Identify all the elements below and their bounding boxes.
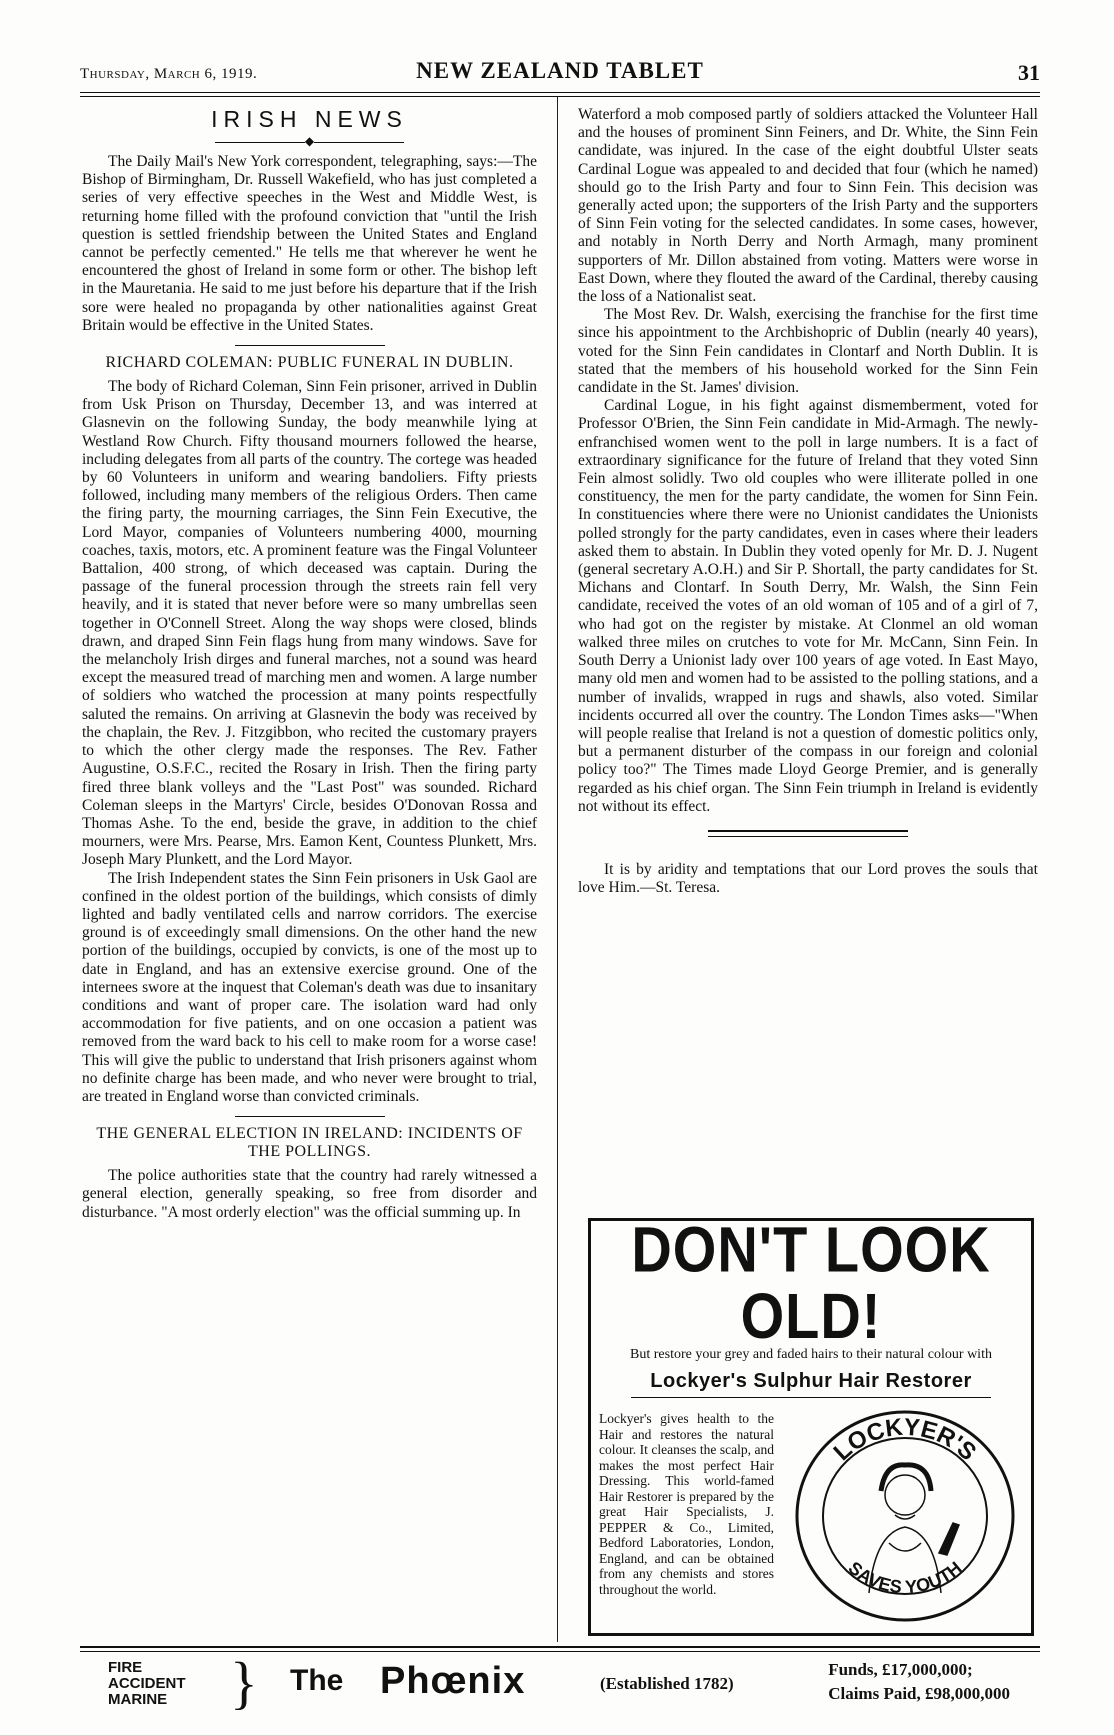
issue-date: Thursday, March 6, 1919. — [80, 66, 258, 82]
advert-body: Lockyer's gives health to the Hair and restores the natural colour. It cleanses the scalp, and makes the most perfect Hair Dressing. This world-famed Hair Restorer is prepared by the great Hair Specialists, J. PEPPER & Co., Limited, Bedford Laboratories, London, England, and can be obtained from any chemists and stores throughout the world. — [599, 1411, 774, 1597]
curly-brace: } — [230, 1650, 258, 1715]
svg-text:LOCKYER'S — [829, 1414, 982, 1467]
emblem-bottom-text: SAVES YOUTH — [844, 1557, 966, 1598]
quotation: It is by aridity and temptations that our Lord proves the souls that love Him.—St. Teresa. — [578, 860, 1038, 897]
product-rule — [631, 1397, 991, 1398]
article-paragraph: Cardinal Logue, in his fight against dismemberment, voted for Professor O'Brien, the Sinn Fein candidate in Mid-Armagh. The newly-enfranchised women went to the poll in large numbers. It is a fact of extraordinary significance for the future of Ireland that they voted Sinn Fein almost solidly. Two old couples who were illiterate polled in one constituency, the men for the party candidate, the women for Sinn Fein. In constituencies where there were no Unionist candidates the Unionists polled strongly for the party candidates, even in cases where their leaders asked them to abstain. In Dublin they voted openly for Mr. D. J. Nugent (general secretary A.O.H.) and Sir P. Shortall, the party candidates for St. Michans and Clontarf. In South Derry, Mr. Walsh, the Sinn Fein candidate, received the votes of an old woman of 105 and of a girl of 7, who had got on the register by mistake. At Clonmel an old woman walked three miles on crutches to vote for Mr. McCann, Sinn Fein. In South Derry a Unionist lady over 100 years of age voted. In East Mayo, many old men and women had to be assisted to the polling stations, and a number of invalids, wrapped in rugs and shawls, also voted. Similar incidents occurred all over the country. The London Times asks—"When will people realise that Ireland is not a question of domestic politics only, but a permanent disturber of the compass in our foreign and colonial policy too?" The Times made Lloyd George Premier, and is generally regarded as his chief organ. The Sinn Fein triumph in Ireland is evidently not without its effect. — [578, 397, 1038, 815]
section-title: IRISH NEWS — [211, 106, 408, 132]
advert-subline: But restore your grey and faded hairs to their natural colour with — [630, 1347, 992, 1362]
advert-headline: DON'T LOOK OLD! — [631, 1212, 991, 1352]
phoenix-the: The — [290, 1664, 344, 1697]
article-paragraph: The body of Richard Coleman, Sinn Fein prisoner, arrived in Dublin from Usk Prison on Thursday, December 13, and was interred at Glasnevin on the following Sunday, the body meanwhile lying at Westland Row Church. Fifty thousand mourners followed the hearse, including delegates from all parts of the country. The cortege was headed by 60 Volunteers in uniform and wearing bandoliers. Fifty priests followed, including many members of the religious Orders. Then came the firing party, the mourning carriages, the Sinn Fein Executive, the Lord Mayor, companies of Volunteers numbering 4000, mourning coaches, taxis, motors, etc. A prominent feature was the Fingal Volunteer Battalion, 400 strong, of which deceased was captain. During the passage of the funeral procession through the streets rain fell very heavily, and it is stated that never before were so many umbrellas seen together in O'Connell Street. Along the way shops were closed, blinds drawn, and draped Sinn Fein flags hung from many windows. Save for the melancholy Irish dirges and funeral marches, not a sound was heard except the measured tread of marching men and women. A large number of soldiers who watched the procession at many points respectfully saluted the remains. On arriving at Glasnevin the body was received by the chaplain, the Rev. J. Fitzgibbon, who recited the customary prayers to which the other clergy made the responses. The Rev. Father Augustine, O.S.F.C., recited the Rosary in Irish. Then the firing party fired three blank volleys and the "Last Post" was sounded. Richard Coleman sleeps in the Martyrs' Circle, besides O'Donovan Rossa and Thomas Ashe. To the end, beside the grave, in addition to the chief mourners, were Mrs. Pearse, Mrs. Eamon Kent, Countess Plunkett, Mrs. Joseph Mary Plunkett, and the Lord Mayor. — [82, 378, 537, 869]
page-number: 31 — [1018, 60, 1040, 85]
article-paragraph: The Irish Independent states the Sinn Fein prisoners in Usk Gaol are confined in the oldest portion of the buildings, which consists of dimly lighted and badly ventilated cells and narrow corridors. The exercise ground is of exceedingly small dimensions. On the other hand the new portion of the buildings, occupied by convicts, is one of the most up to date in England, and has an extensive exercise ground. One of the internees swore at the inquest that Coleman's death was due to insanitary conditions and want of proper care. The isolation ward had only accommodation for five patients, and on one occasion a patient was removed from the ward back to his cell to make room for a worse case! This will give the public to understand that Irish prisoners against whom no definite charge has been made, and who never were brought to trial, are treated in England worse than convicted criminals. — [82, 869, 537, 1105]
header-rule — [80, 92, 1040, 97]
insurance-type: FIRE — [108, 1659, 143, 1676]
phoenix-advert — [80, 1650, 1040, 1720]
article-paragraph: The Daily Mail's New York correspondent, telegraphing, says:—The Bishop of Birmingham, Dr. Russell Wakefield, who has just completed a series of very effective speeches in the West and Middle West, is returning home filled with the profound conviction that "until the Irish question is settled friendship between the United States and England cannot be perfectly cemented." He tells me that wherever he went he encountered the ghost of Ireland in some form or other. The bishop left in the Mauretania. He said to me just before his departure that if the Irish sore were healed no propaganda by other nationalities against Great Britain would be effective in the United States. — [82, 153, 537, 334]
claims-text: Claims Paid, £98,000,000 — [828, 1684, 1010, 1703]
double-rule — [708, 830, 908, 837]
right-column — [578, 106, 1038, 915]
ornament-rule: ◆ — [82, 135, 537, 147]
insurance-types — [108, 1660, 186, 1708]
advert-product: Lockyer's Sulphur Hair Restorer — [650, 1370, 972, 1392]
funds-text: Funds, £17,000,000; — [828, 1660, 973, 1679]
article-paragraph: Waterford a mob composed partly of soldiers attacked the Volunteer Hall and the houses of prominent Sinn Feiners, and Dr. White, the Sinn Fein candidate, was injured. In the case of the eight doubtful Ulster seats Cardinal Logue was appealed to and decided that four (which he named) should go to the Irish Party and four to Sinn Fein. This decision was generally acted upon; the supporters of the Irish Party and the supporters of Sinn Fein voting for the selected candidates. In some cases, however, and notably in North Derry and North Armagh, many prominent supporters of Mr. Dillon abstained from voting. Matters were worse in East Down, where they flouted the award of the Cardinal, thereby causing the loss of a Nationalist seat. — [578, 106, 1038, 306]
newspaper-title: NEW ZEALAND TABLET — [416, 58, 704, 83]
article-paragraph: The police authorities state that the country had rarely witnessed a general election, generally speaking, so free from disorder and disturbance. "A most orderly election" was the official summing up. In — [82, 1167, 537, 1221]
article-separator — [235, 345, 385, 346]
left-column — [82, 106, 537, 1222]
lifebuoy-emblem-icon — [789, 1403, 1021, 1629]
page-header — [80, 58, 1040, 90]
insurance-type: MARINE — [108, 1691, 168, 1708]
insurance-type: ACCIDENT — [108, 1675, 186, 1692]
article-separator — [235, 1116, 385, 1117]
column-divider — [557, 97, 558, 1642]
article-heading: THE GENERAL ELECTION IN IRELAND: INCIDENTS OF THE POLLINGS. — [96, 1125, 523, 1161]
hair-restorer-advert — [588, 1212, 1034, 1636]
phoenix-funds — [828, 1658, 1010, 1706]
phoenix-name: Phœnix — [380, 1660, 526, 1702]
emblem-top-text: LOCKYER'S — [828, 1413, 982, 1467]
svg-text:SAVES YOUTH — [845, 1558, 966, 1598]
article-heading: RICHARD COLEMAN: PUBLIC FUNERAL IN DUBLIN. — [105, 354, 514, 372]
footer-rule — [80, 1646, 1040, 1652]
article-paragraph: The Most Rev. Dr. Walsh, exercising the franchise for the first time since his appointment to the Archbishopric of Dublin (nearly 40 years), voted for the Sinn Fein candidates in Clontarf and North Dublin. It is stated that the members of his household worked for the Sinn Fein candidate in the St. James' division. — [578, 306, 1038, 397]
phoenix-established: (Established 1782) — [600, 1674, 734, 1693]
